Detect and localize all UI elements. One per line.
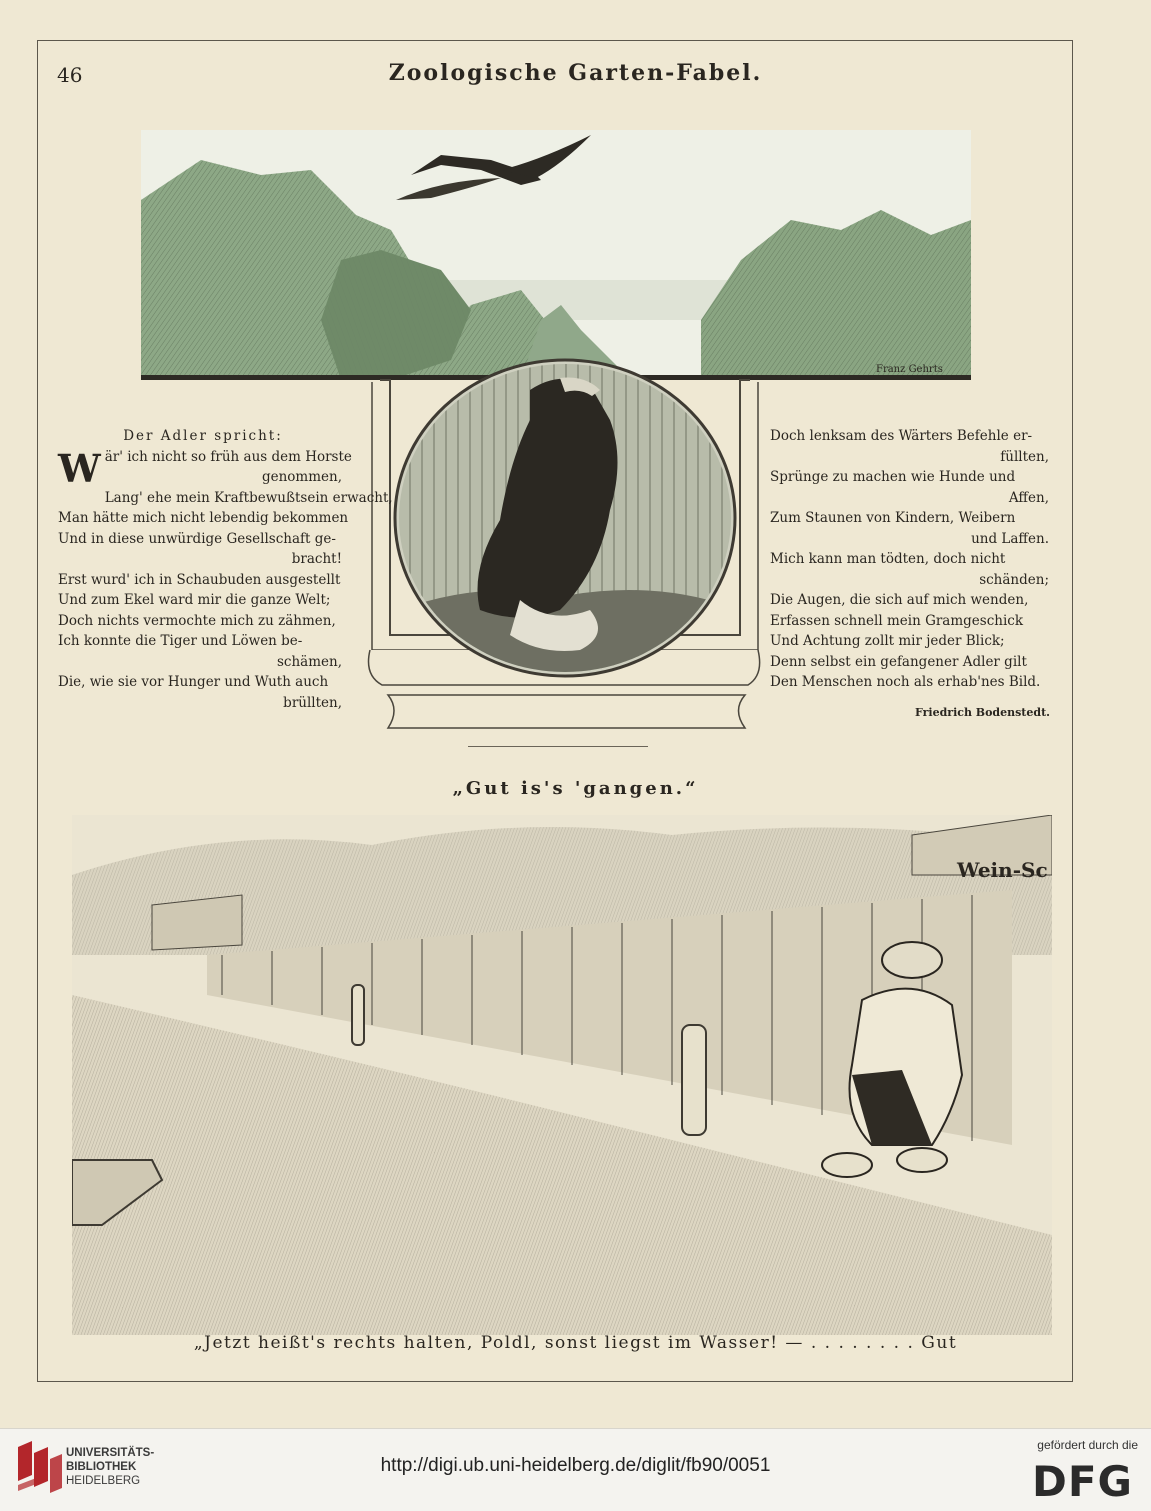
poem-left-column bbox=[58, 426, 393, 713]
poem-line: genommen, bbox=[261, 469, 342, 485]
poem-line: Und Achtung zollt mir jeder Blick; bbox=[770, 633, 1005, 649]
poem-line: Die Augen, die sich auf mich wenden, bbox=[770, 592, 1029, 608]
poem-line: füllten, bbox=[1000, 448, 1049, 465]
poem-line: Doch lenksam des Wärters Befehle er- bbox=[770, 428, 1033, 444]
poem-line: Man hätte mich nicht lebendig bekommen bbox=[58, 510, 349, 526]
section-divider bbox=[468, 746, 648, 747]
poem-right-column bbox=[770, 426, 1055, 693]
poem-line: Und zum Ekel ward mir die ganze Welt; bbox=[58, 592, 331, 608]
poem-line: bracht! bbox=[291, 551, 342, 567]
poem-line: und Laffen. bbox=[971, 530, 1049, 547]
poem-dropcap: W bbox=[58, 445, 101, 491]
viewer-footer bbox=[0, 1428, 1151, 1511]
funding-note: gefördert durch die bbox=[1037, 1438, 1138, 1452]
poem-line: är' ich nicht so früh aus dem Horste bbox=[104, 448, 352, 465]
page-title: Zoologische Garten-Fabel. bbox=[388, 60, 763, 86]
institution-line-1: UNIVERSITÄTS- bbox=[66, 1447, 155, 1459]
poem-line: Und in diese unwürdige Gesellschaft ge- bbox=[58, 530, 336, 547]
fence-path-illustration bbox=[72, 815, 1052, 1335]
poem-line: Erst wurd' ich in Schaubuden ausgestellt bbox=[58, 571, 341, 588]
page-number: 46 bbox=[57, 63, 83, 87]
eagle-landscape-illustration bbox=[141, 130, 971, 380]
poem-line: Denn selbst ein gefangener Adler gilt bbox=[770, 653, 1027, 670]
illustration-caption: „Jetzt heißt's rechts halten, Poldl, sonst liegst im Wasser! — . . . . . . . . Gut bbox=[193, 1333, 958, 1353]
poem-line: Sprünge zu machen wie Hunde und bbox=[770, 469, 1016, 485]
poem-line: brüllten, bbox=[283, 694, 342, 711]
poem-line: Doch nichts vermochte mich zu zähmen, bbox=[58, 612, 336, 629]
illustrator-signature: Franz Gehrts bbox=[876, 364, 943, 375]
inn-sign: Wein-Sc bbox=[957, 858, 1048, 882]
poem-line: schänden; bbox=[979, 571, 1049, 588]
permalink-url[interactable]: http://digi.ub.uni-heidelberg.de/diglit/fb90/0051 bbox=[380, 1455, 771, 1476]
poem-heading: Der Adler spricht: bbox=[123, 428, 283, 444]
dfg-logo: DFG bbox=[1031, 1457, 1133, 1506]
poem-line: Die, wie sie vor Hunger und Wuth auch bbox=[58, 674, 329, 690]
institution-line-2: BIBLIOTHEK bbox=[66, 1461, 137, 1473]
caged-eagle-medallion bbox=[360, 350, 770, 740]
poem-line: Ich konnte die Tiger und Löwen be- bbox=[58, 633, 303, 649]
poem-line: schämen, bbox=[276, 653, 342, 670]
poem-line: Den Menschen noch als erhab'nes Bild. bbox=[770, 674, 1041, 690]
poem-line: Mich kann man tödten, doch nicht bbox=[770, 551, 1006, 567]
poem-line: Erfassen schnell mein Gramgeschick bbox=[770, 612, 1024, 629]
story-title: „Gut is's 'gangen.“ bbox=[452, 778, 699, 799]
poem-author: Friedrich Bodenstedt. bbox=[915, 706, 1050, 719]
institution-line-3: HEIDELBERG bbox=[66, 1475, 141, 1487]
poem-line: Zum Staunen von Kindern, Weibern bbox=[770, 510, 1016, 526]
poem-line: Affen, bbox=[1008, 489, 1049, 506]
poem-line: Lang' ehe mein Kraftbewußtsein erwacht, bbox=[104, 489, 393, 506]
